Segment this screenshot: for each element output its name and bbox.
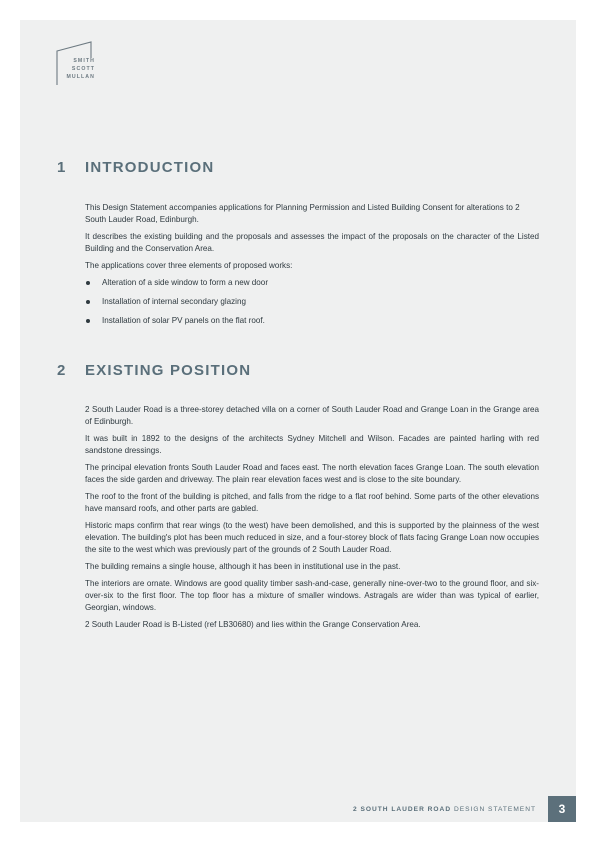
- section-heading-existing-position: [57, 362, 251, 379]
- works-bullet-list: [85, 277, 539, 327]
- list-item: [85, 315, 539, 327]
- section-number: 2: [57, 362, 67, 379]
- paragraph: It was built in 1892 to the designs of the architects Sydney Mitchell and Wilson. Facades are painted harling with red sandstone dressings.: [85, 434, 539, 455]
- bullet-icon: [86, 319, 90, 323]
- list-item: [85, 277, 539, 289]
- list-item: [85, 296, 539, 308]
- list-item-text: Installation of internal secondary glazing: [102, 297, 246, 306]
- paragraph: 2 South Lauder Road is B-Listed (ref LB30680) and lies within the Grange Conservation Area.: [85, 620, 421, 629]
- bullet-icon: [86, 300, 90, 304]
- paragraph: It describes the existing building and the proposals and assesses the impact of the proposals on the character of the Listed Building and the Conservation Area.: [85, 232, 539, 253]
- paragraph: The roof to the front of the building is pitched, and falls from the ridge to a flat roof behind. Some parts of the other elevations have mansard roofs, and other parts are gabled.: [85, 492, 539, 513]
- section-heading-introduction: [57, 159, 214, 176]
- logo-text-line-3: MULLAN: [66, 74, 95, 80]
- section-body-introduction: [85, 202, 539, 334]
- paragraph: The applications cover three elements of proposed works:: [85, 261, 293, 270]
- section-title: EXISTING POSITION: [85, 362, 252, 379]
- page-number: 3: [548, 796, 576, 822]
- logo-text-line-2: SCOTT: [71, 66, 95, 72]
- paragraph: The building remains a single house, although it has been in institutional use in the past.: [85, 562, 401, 571]
- section-number: 1: [57, 159, 67, 176]
- paragraph: The principal elevation fronts South Lauder Road and faces east. The north elevation faces Grange Loan. The south elevation faces the side garden and driveway. The plain rear elevation faces west and is close to the site boundary.: [85, 463, 539, 484]
- list-item-text: Alteration of a side window to form a new door: [102, 278, 269, 287]
- section-title: INTRODUCTION: [85, 159, 215, 176]
- footer-document-title: [353, 806, 536, 813]
- paragraph: The interiors are ornate. Windows are good quality timber sash-and-case, generally nine-over-two to the ground floor, and six-over-six to the first floor. The top floor has a mixture of smaller windows. Astragals are wider than was typical of earlier, Georgian, windows.: [85, 579, 539, 612]
- footer-title-rest: DESIGN STATEMENT: [453, 806, 536, 813]
- footer-title-bold: 2 SOUTH LAUDER ROAD: [352, 806, 452, 813]
- logo-text-line-1: SMITH: [73, 58, 95, 64]
- paragraph: This Design Statement accompanies applications for Planning Permission and Listed Building Consent for alterations to 2 South Lauder Road, Edinburgh.: [85, 203, 520, 224]
- bullet-icon: [86, 281, 90, 285]
- company-logo: [55, 41, 95, 85]
- list-item-text: Installation of solar PV panels on the flat roof.: [102, 316, 265, 325]
- paragraph: 2 South Lauder Road is a three-storey detached villa on a corner of South Lauder Road and Grange Loan in the Grange area of Edinburgh.: [85, 405, 539, 426]
- section-body-existing-position: [85, 404, 539, 636]
- paragraph: Historic maps confirm that rear wings (to the west) have been demolished, and this is supported by the plainness of the west elevation. The building's plot has been much reduced in size, and a four-storey block of flats facing Grange Loan now occupies the site to the west which was previously part of the grounds of 2 South Lauder Road.: [85, 521, 539, 554]
